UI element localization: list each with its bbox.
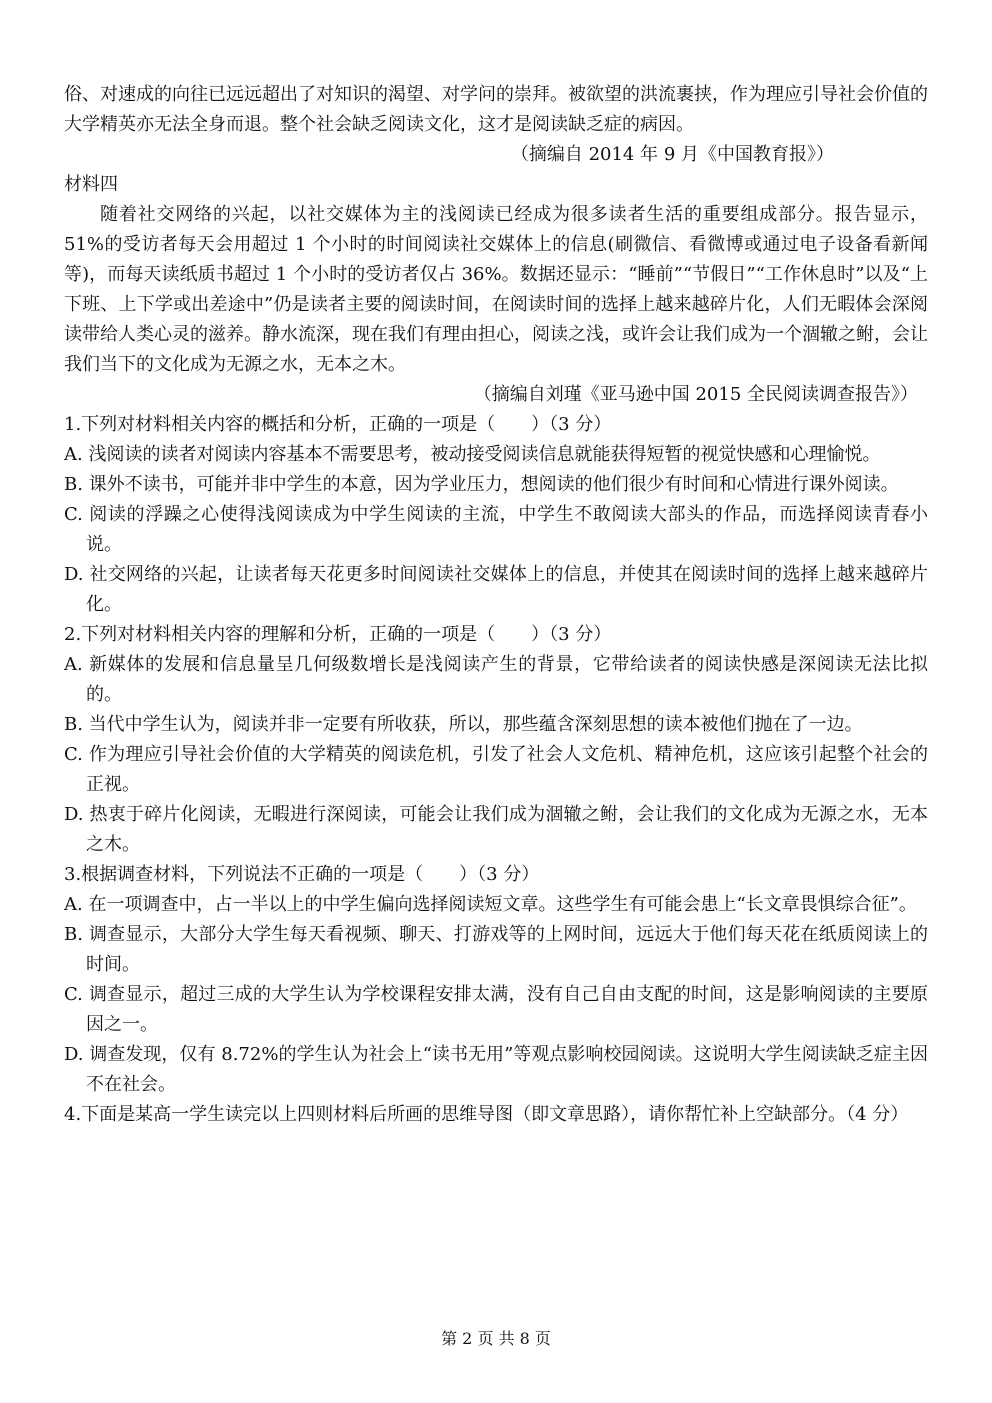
question-stem: 1.下列对材料相关内容的概括和分析，正确的一项是（ ）（3 分） xyxy=(64,414,612,435)
option-c: C. 阅读的浮躁之心使得浅阅读成为中学生阅读的主流，中学生不敢阅读大部头的作品，而选择阅读青春小说。 xyxy=(64,504,928,555)
source-citation-3: （摘编自 2014 年 9 月《中国教育报》） xyxy=(510,144,834,165)
question-stem: 4.下面是某高一学生读完以上四则材料后所画的思维导图（即文章思路），请你帮忙补上空缺部分。（4 分） xyxy=(64,1104,909,1125)
question-4 xyxy=(64,1100,928,1130)
option-d: D. 调查发现，仅有 8.72%的学生认为社会上“读书无用”等观点影响校园阅读。这说明大学生阅读缺乏症主因不在社会。 xyxy=(64,1044,928,1095)
option-c: C. 调查显示，超过三成的大学生认为学校课程安排太满，没有自己自由支配的时间，这是影响阅读的主要原因之一。 xyxy=(64,984,928,1035)
option-b: B. 调查显示，大部分大学生每天看视频、聊天、打游戏等的上网时间，远远大于他们每天花在纸质阅读上的时间。 xyxy=(64,924,928,975)
question-stem: 2.下列对材料相关内容的理解和分析，正确的一项是（ ）（3 分） xyxy=(64,624,612,645)
question-1 xyxy=(64,410,928,620)
question-3 xyxy=(64,860,928,1100)
option-b: B. 当代中学生认为，阅读并非一定要有所收获，所以，那些蕴含深刻思想的读本被他们抛在了一边。 xyxy=(64,714,863,735)
option-d: D. 社交网络的兴起，让读者每天花更多时间阅读社交媒体上的信息，并使其在阅读时间的选择上越来越碎片化。 xyxy=(64,564,928,615)
question-2 xyxy=(64,620,928,860)
option-b: B. 课外不读书，可能并非中学生的本意，因为学业压力，想阅读的他们很少有时间和心情进行课外阅读。 xyxy=(64,474,899,495)
material-4-body: 随着社交网络的兴起，以社交媒体为主的浅阅读已经成为很多读者生活的重要组成部分。报告显示，51%的受访者每天会用超过 1 个小时的时间阅读社交媒体上的信息(刷微信、看微博或通过电子设备看新闻等)，而每天读纸质书超过 1 个小时的受访者仅占 36%。数据还显示：“睡前”“节假日”“工作休息时”以及“上下班、上下学或出差途中”仍是读者主要的阅读时间，在阅读时间的选择上越来越碎片化，人们无暇体会深阅读带给人类心灵的滋养。静水流深，现在我们有理由担心，阅读之浅，或许会让我们成为一个涸辙之鲋，会让我们当下的文化成为无源之水，无本之木。 xyxy=(64,204,928,375)
option-c: C. 作为理应引导社会价值的大学精英的阅读危机，引发了社会人文危机、精神危机，这应该引起整个社会的正视。 xyxy=(64,744,928,795)
page-footer: 第 2 页 共 8 页 xyxy=(441,1329,551,1348)
continued-paragraph: 俗、对速成的向往已远远超出了对知识的渴望、对学问的崇拜。被欲望的洪流裹挟，作为理应引导社会价值的大学精英亦无法全身而退。整个社会缺乏阅读文化，这才是阅读缺乏症的病因。 xyxy=(64,84,928,135)
option-a: A. 在一项调查中，占一半以上的中学生偏向选择阅读短文章。这些学生有可能会患上“长文章畏惧综合征”。 xyxy=(64,894,917,915)
source-citation-4: （摘编自刘瑾《亚马逊中国 2015 全民阅读调查报告》） xyxy=(473,384,918,405)
option-a: A. 新媒体的发展和信息量呈几何级数增长是浅阅读产生的背景，它带给读者的阅读快感是深阅读无法比拟的。 xyxy=(64,654,928,705)
option-d: D. 热衷于碎片化阅读，无暇进行深阅读，可能会让我们成为涸辙之鲋，会让我们的文化成为无源之水，无本之木。 xyxy=(64,804,928,855)
material-4-heading: 材料四 xyxy=(64,174,118,195)
option-a: A. 浅阅读的读者对阅读内容基本不需要思考，被动接受阅读信息就能获得短暂的视觉快感和心理愉悦。 xyxy=(64,444,881,465)
question-stem: 3.根据调查材料，下列说法不正确的一项是（ ）（3 分） xyxy=(64,864,540,885)
